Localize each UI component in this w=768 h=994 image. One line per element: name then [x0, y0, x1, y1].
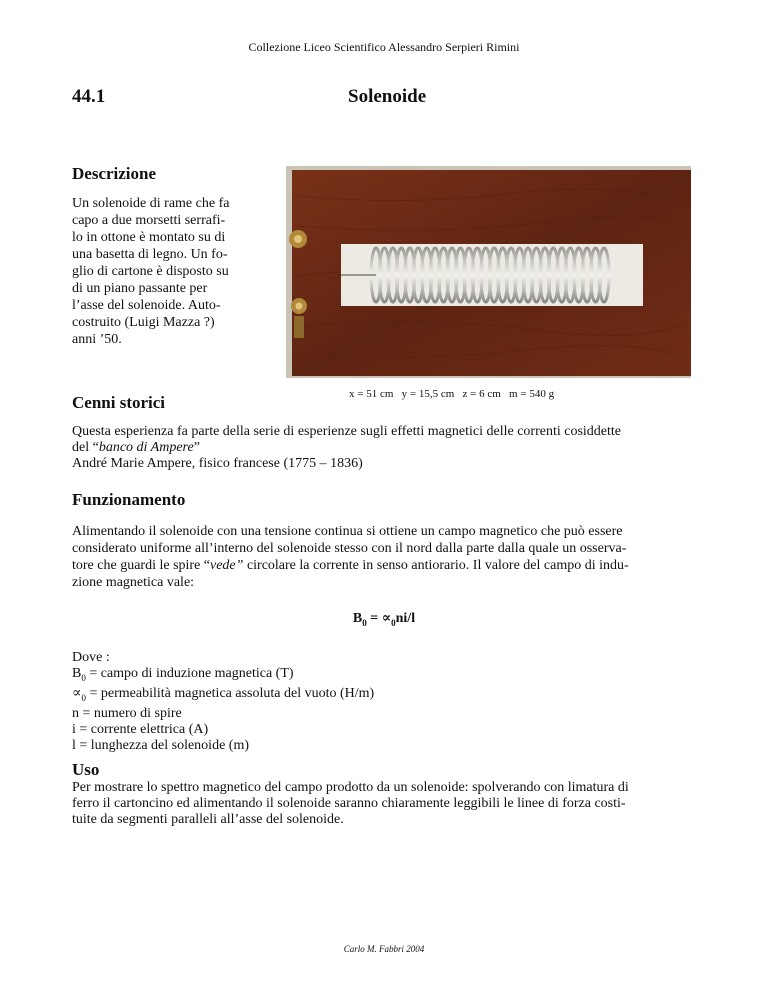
descr-line: di un piano passante per — [72, 281, 208, 296]
cenni-line: Questa esperienza fa parte della serie di esperienze sugli effetti magnetici delle correnti cosiddette — [72, 424, 621, 439]
formula-mu: = ∝ — [366, 611, 392, 626]
descr-line: lo in ottone è montato su di — [72, 230, 226, 245]
funzionamento-text — [72, 523, 702, 591]
label-plate — [294, 316, 304, 338]
funz-line: zione magnetica vale: — [72, 575, 195, 590]
descr-line: glio di cartone è disposto su — [72, 264, 229, 279]
page-header: Collezione Liceo Scientifico Alessandro Serpieri Rimini — [248, 40, 520, 54]
heading-cenni-storici: Cenni storici — [72, 393, 166, 412]
vede-italic: vede” — [210, 558, 244, 573]
cenni-line-prefix: del “ — [72, 440, 99, 455]
page-title: Solenoide — [348, 86, 427, 107]
symbol-legend — [72, 650, 374, 754]
cenni-text — [72, 424, 712, 472]
legend-item: $\propto_0$ = permeabilità magnetica assoluta del vuoto (H/m) — [72, 685, 375, 703]
legend-intro: Dove : — [72, 650, 110, 665]
uso-line: ferro il cartoncino ed alimentando il solenoide saranno chiaramente leggibili le linee di forza costi- — [72, 796, 626, 811]
descr-line: costruito (Luigi Mazza ?) — [72, 315, 215, 330]
solenoid-photo — [286, 166, 691, 378]
cenni-line: André Marie Ampere, fisico francese (1775 – 1836) — [72, 456, 363, 471]
descrizione-text — [72, 195, 262, 348]
descr-line: Un solenoide di rame che fa — [72, 196, 230, 211]
funz-line-prefix: tore che guardi le spire “ — [72, 558, 210, 573]
formula-rhs: ni/l — [395, 611, 416, 626]
descr-line: capo a due morsetti serrafi- — [72, 213, 226, 228]
legend-item: $B_0$ = campo di induzione magnetica (T) — [72, 666, 294, 683]
formula-sub: 0 — [362, 617, 367, 628]
cenni-line-suffix: ” — [193, 440, 200, 455]
page-footer: Carlo M. Fabbri 2004 — [343, 944, 425, 954]
formula-sub: 0 — [391, 617, 396, 628]
descr-line: l’asse del solenoide. Auto- — [72, 298, 221, 313]
heading-funzionamento: Funzionamento — [72, 490, 186, 509]
heading-descrizione: Descrizione — [72, 164, 157, 183]
banco-di-ampere: banco di Ampere — [98, 440, 194, 455]
legend-item: l = lunghezza del solenoide (m) — [72, 737, 250, 753]
legend-item: i = corrente elettrica (A) — [72, 721, 209, 737]
uso-text — [72, 780, 712, 828]
formula — [0, 610, 768, 628]
uso-line: tuite da segmenti paralleli all’asse del solenoide. — [72, 812, 344, 827]
descr-line: anni ’50. — [72, 332, 122, 347]
document-number: 44.1 — [72, 86, 106, 107]
formula-b: B — [352, 611, 363, 626]
legend-item: n = numero di spire — [72, 705, 182, 721]
brass-terminal-bottom — [291, 298, 307, 314]
descr-line: una basetta di legno. Un fo- — [72, 247, 228, 262]
uso-line: Per mostrare lo spettro magnetico del campo prodotto da un solenoide: spolverando con limatura di — [72, 780, 629, 795]
funz-line: Alimentando il solenoide con una tensione continua si ottiene un campo magnetico che può essere — [72, 524, 623, 539]
funz-line: considerato uniforme all’interno del solenoide stesso con il nord dalla parte dalla quale un osserva- — [72, 541, 627, 556]
heading-uso: Uso — [72, 760, 100, 779]
brass-terminal-top — [289, 230, 307, 248]
funz-line-suffix: circolare la corrente in senso antiorario. Il valore del campo di indu- — [243, 558, 629, 573]
dimensions-caption: x = 51 cm y = 15,5 cm z = 6 cm m = 540 g — [349, 388, 555, 400]
